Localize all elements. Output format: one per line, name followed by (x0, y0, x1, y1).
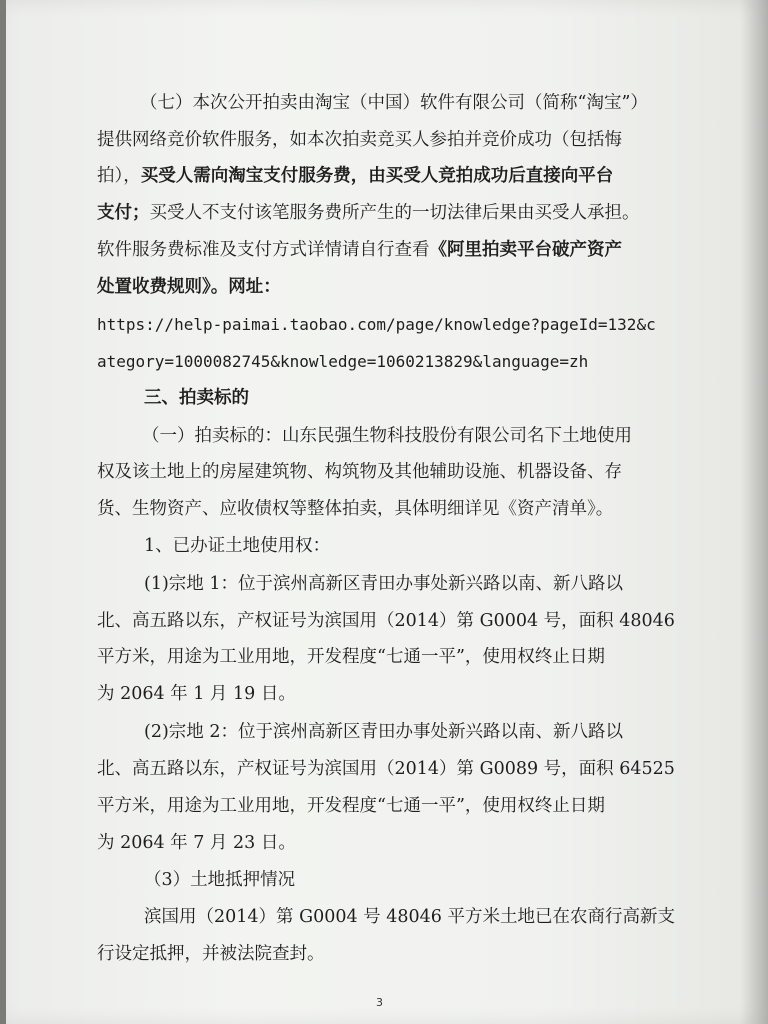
url-line: https://help-paimai.taobao.com/page/knowledge?pageId=132&c (97, 315, 656, 334)
bold-text-run: 支付； (97, 203, 150, 223)
text-line: 平方米，用途为工业用地，开发程度“七通一平”，使用权终止日期 (97, 796, 605, 816)
text-line (97, 238, 622, 262)
text-line: (2)宗地 2：位于滨州高新区青田办事处新兴路以南、新八路以 (144, 722, 623, 742)
document-page (6, 0, 768, 1024)
page-number: 3 (376, 996, 383, 1009)
bold-text-run: 《阿里拍卖平台破产资产 (429, 240, 622, 260)
bold-text-run: 买受人需向淘宝支付服务费，由买受人竞拍成功后直接向平台 (140, 166, 614, 186)
text-line: 为 2064 年 7 月 23 日。 (97, 833, 296, 853)
text-run: 拍）， (97, 166, 141, 186)
text-line (97, 164, 613, 188)
url-line: ategory=1000082745&knowledge=1060213829&language=zh (97, 352, 589, 371)
text-line: (1)宗地 1：位于滨州高新区青田办事处新兴路以南、新八路以 (144, 574, 623, 594)
text-line (97, 201, 640, 225)
text-line: 为 2064 年 1 月 19 日。 (97, 684, 296, 704)
section-heading: 三、拍卖标的 (144, 388, 249, 408)
text-line: 处置收费规则》。网址： (97, 277, 281, 297)
text-line: 行设定抵押，并被法院查封。 (97, 944, 325, 964)
text-line: （3）土地抵押情况 (144, 870, 296, 890)
text-line: 北、高五路以东，产权证号为滨国用（2014）第 G0089 号，面积 64525 (97, 759, 675, 779)
text-line: 北、高五路以东，产权证号为滨国用（2014）第 G0004 号，面积 48046 (97, 611, 675, 631)
text-line: 滨国用（2014）第 G0004 号 48046 平方米土地已在农商行高新支 (144, 907, 675, 927)
text-run: 买受人不支付该笔服务费所产生的一切法律后果由买受人承担。 (149, 203, 640, 223)
text-line: 提供网络竞价软件服务，如本次拍卖竞买人参拍并竞价成功（包括悔 (97, 130, 622, 150)
text-line: （一）拍卖标的：山东民强生物科技股份有限公司名下土地使用 (142, 426, 632, 446)
text-line: 1、已办证土地使用权： (144, 536, 331, 556)
page-fold-shadow (740, 0, 768, 1024)
text-line: 平方米，用途为工业用地，开发程度“七通一平”，使用权终止日期 (97, 647, 605, 667)
text-line: （七）本次公开拍卖由淘宝（中国）软件有限公司（简称“淘宝”） (140, 93, 648, 113)
text-run: 软件服务费标准及支付方式详情请自行查看 (97, 240, 430, 260)
text-line: 权及该土地上的房屋建筑物、构筑物及其他辅助设施、机器设备、存 (97, 462, 622, 482)
text-line: 货、生物资产、应收债权等整体拍卖，具体明细详见《资产清单》。 (97, 499, 614, 519)
